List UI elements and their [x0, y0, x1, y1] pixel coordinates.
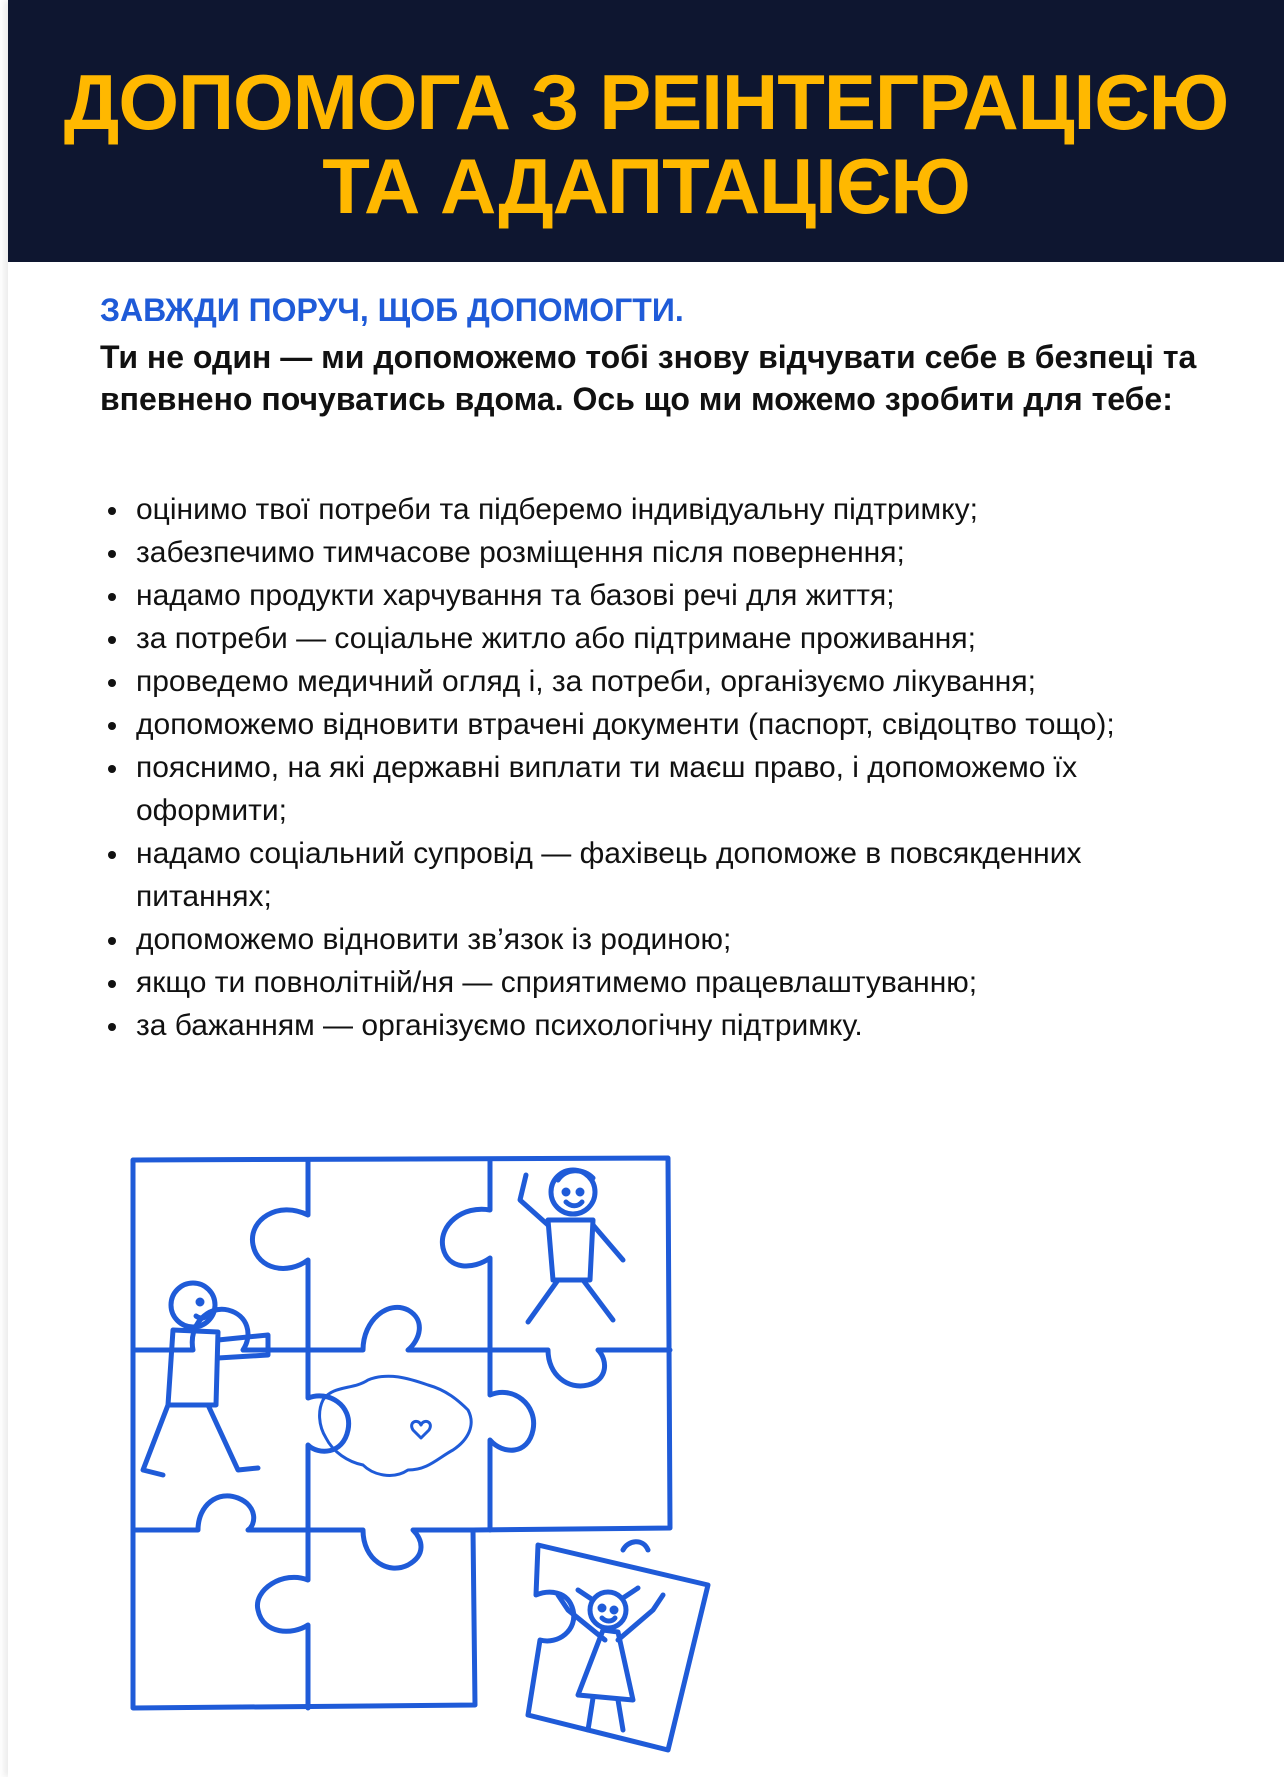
list-item — [100, 531, 1220, 574]
waving-boy-figure — [520, 1170, 623, 1322]
list-item-text: допоможемо відновити втрачені документи (паспорт, свідоцтво тощо); — [136, 708, 1115, 741]
list-item-text: забезпечимо тимчасове розміщення після повернення; — [136, 536, 905, 569]
list-item-text: надамо продукти харчування та базові речі для життя; — [136, 579, 895, 612]
services-list — [100, 488, 1220, 1047]
list-item — [100, 961, 1220, 1004]
section-subtitle: ЗАВЖДИ ПОРУЧ, ЩОБ ДОПОМОГТИ. — [100, 292, 684, 328]
bullet-dot-icon — [108, 722, 116, 730]
page-title-line-2: ТА АДАПТАЦІЄЮ — [322, 142, 970, 230]
list-item — [100, 488, 1220, 531]
bullet-dot-icon — [108, 1023, 116, 1031]
list-item — [100, 617, 1220, 660]
bullet-dot-icon — [108, 980, 116, 988]
list-item-text: за потреби — соціальне житло або підтримане проживання; — [136, 622, 976, 655]
list-item-text: допоможемо відновити зв’язок із родиною; — [136, 923, 732, 956]
bullet-dot-icon — [108, 851, 116, 859]
page-title — [8, 60, 1284, 228]
list-item — [100, 703, 1220, 746]
list-item-text: якщо ти повнолітній/ня — сприятимемо працевлаштуванню; — [136, 966, 978, 999]
document-page — [8, 0, 1284, 1777]
list-item — [100, 1004, 1220, 1047]
bullet-dot-icon — [108, 679, 116, 687]
bullet-dot-icon — [108, 937, 116, 945]
list-item-text: пояснимо, на які державні виплати ти маєш право, і допоможемо їх оформити; — [136, 751, 1078, 827]
ukraine-map-icon — [320, 1376, 472, 1475]
list-item-text: проведемо медичний огляд і, за потреби, організуємо лікування; — [136, 665, 1036, 698]
bullet-dot-icon — [108, 550, 116, 558]
bullet-dot-icon — [108, 507, 116, 515]
header-banner — [8, 0, 1284, 262]
bullet-dot-icon — [108, 636, 116, 644]
list-item — [100, 918, 1220, 961]
list-item — [100, 746, 1220, 832]
list-item-text: за бажанням — організуємо психологічну підтримку. — [136, 1009, 863, 1042]
list-item — [100, 574, 1220, 617]
bullet-dot-icon — [108, 593, 116, 601]
list-item-text: оцінимо твої потреби та підберемо індивідуальну підтримку; — [136, 493, 978, 526]
list-item-text: надамо соціальний супровід — фахівець допоможе в повсякденних питаннях; — [136, 837, 1082, 913]
bullet-dot-icon — [108, 765, 116, 773]
list-item — [100, 660, 1220, 703]
list-item — [100, 832, 1220, 918]
lead-paragraph: Ти не один — ми допоможемо тобі знову відчувати себе в безпеці та впевнено почуватись вдома. Ось що ми можемо зробити для тебе: — [100, 339, 1197, 417]
puzzle-people-illustration — [108, 1140, 768, 1760]
loose-puzzle-piece — [528, 1542, 708, 1750]
page-title-line-1: ДОПОМОГА З РЕІНТЕГРАЦІЄЮ — [63, 58, 1229, 146]
